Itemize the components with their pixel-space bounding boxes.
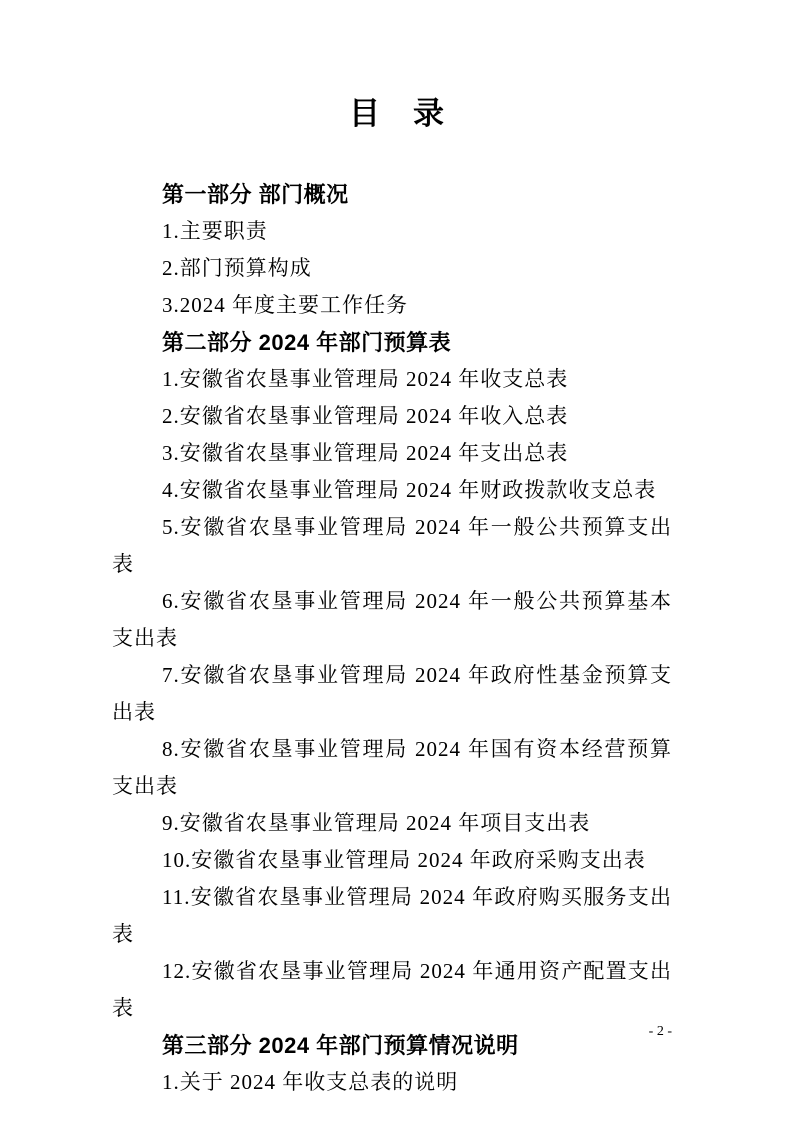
section-heading-part2: 第二部分 2024 年部门预算表 — [162, 330, 452, 355]
section-heading-part3: 第三部分 2024 年部门预算情况说明 — [162, 1033, 519, 1058]
toc-item: 12.安徽省农垦事业管理局 2024 年通用资产配置支出表 — [112, 959, 672, 1020]
toc-item: 11.安徽省农垦事业管理局 2024 年政府购买服务支出表 — [112, 885, 672, 946]
page-number: - 2 - — [648, 1024, 672, 1039]
toc-item: 1.安徽省农垦事业管理局 2024 年收支总表 — [162, 367, 569, 391]
toc-item: 2.部门预算构成 — [162, 256, 312, 280]
toc-item: 9.安徽省农垦事业管理局 2024 年项目支出表 — [162, 811, 591, 835]
toc-item: 1.关于 2024 年收支总表的说明 — [162, 1070, 459, 1094]
toc-item: 7.安徽省农垦事业管理局 2024 年政府性基金预算支出表 — [112, 663, 672, 724]
toc-item: 10.安徽省农垦事业管理局 2024 年政府采购支出表 — [162, 848, 646, 872]
toc-item: 4.安徽省农垦事业管理局 2024 年财政拨款收支总表 — [162, 478, 657, 502]
toc-item: 2.安徽省农垦事业管理局 2024 年收入总表 — [162, 404, 569, 428]
toc-item: 8.安徽省农垦事业管理局 2024 年国有资本经营预算支出表 — [112, 737, 672, 798]
toc-item: 3.安徽省农垦事业管理局 2024 年支出总表 — [162, 441, 569, 465]
toc-item: 5.安徽省农垦事业管理局 2024 年一般公共预算支出表 — [112, 515, 672, 576]
section-heading-part1: 第一部分 部门概况 — [162, 182, 349, 207]
table-of-contents — [112, 176, 672, 1101]
toc-item: 3.2024 年度主要工作任务 — [162, 293, 408, 317]
page-title: 目 录 — [349, 96, 445, 131]
toc-item: 1.主要职责 — [162, 219, 268, 243]
toc-item: 6.安徽省农垦事业管理局 2024 年一般公共预算基本支出表 — [112, 589, 672, 650]
